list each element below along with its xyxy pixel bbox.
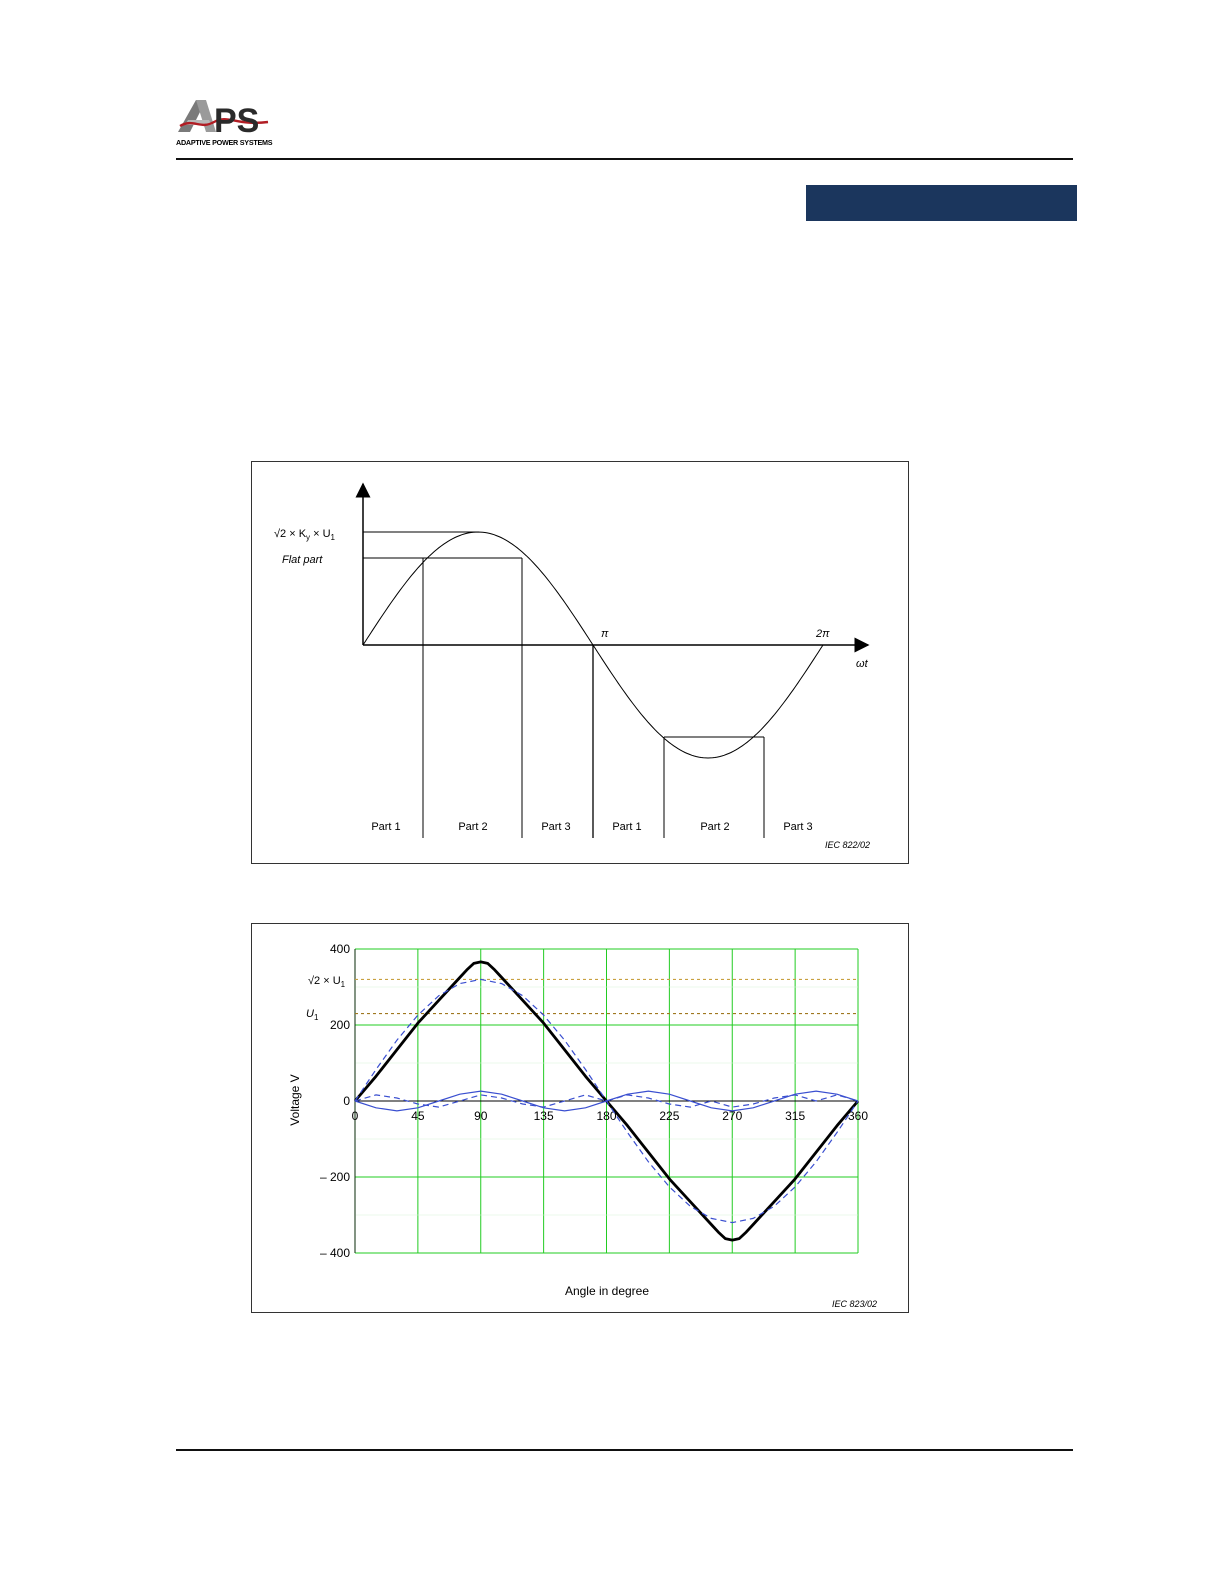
svg-text:PS: PS [214, 102, 260, 140]
x-tick-label: 315 [785, 1109, 806, 1123]
two-pi-label: 2π [816, 628, 830, 640]
y-tick-label: – 400 [319, 1246, 350, 1260]
x-tick-label: 180 [596, 1109, 617, 1123]
omega-t-label: ωt [856, 658, 868, 670]
logo-subtitle: ADAPTIVE POWER SYSTEMS [176, 138, 273, 147]
header-rule [176, 158, 1073, 160]
part-label: Part 3 [541, 821, 571, 833]
x-tick-label: 360 [847, 1109, 869, 1123]
figure-flat-top-schematic [251, 461, 909, 864]
pi-label: π [601, 628, 609, 640]
x-tick-label: 225 [659, 1109, 680, 1123]
footer-rule [176, 1449, 1073, 1451]
x-tick-label: 90 [474, 1109, 488, 1123]
x-tick-label: 270 [722, 1109, 743, 1123]
section-header-bar [806, 185, 1077, 221]
y-tick-label: 0 [343, 1094, 350, 1108]
part-label: Part 2 [700, 821, 730, 833]
y-axis-label: Voltage V [288, 1074, 302, 1126]
y-tick-label: – 200 [319, 1170, 350, 1184]
flat-top-diagram [252, 462, 908, 863]
x-tick-label: 45 [411, 1109, 425, 1123]
aps-logo-mark [176, 96, 276, 140]
company-logo [176, 96, 276, 152]
iec-reference: IEC 823/02 [832, 1299, 878, 1309]
sqrt2-u1-label: $√2 \times U_1$ [308, 975, 346, 989]
part-label: Part 1 [612, 821, 642, 833]
y-tick-label: 400 [329, 942, 350, 956]
u1-label: $U_1$ [306, 1008, 319, 1022]
x-tick-label: 135 [533, 1109, 554, 1123]
part-label: Part 2 [458, 821, 488, 833]
part-label: Part 3 [783, 821, 813, 833]
voltage-waveform-chart [252, 924, 908, 1312]
iec-reference: IEC 822/02 [825, 840, 871, 850]
peak-label: $√2 \times K_y \times U_1$ [274, 528, 335, 542]
figure-voltage-chart [251, 923, 909, 1313]
flat-part-label: Flat part [282, 554, 323, 566]
x-tick-label: 0 [351, 1109, 359, 1123]
y-tick-label: 200 [329, 1018, 350, 1032]
part-label: Part 1 [371, 821, 401, 833]
x-axis-label: Angle in degree [564, 1284, 650, 1298]
